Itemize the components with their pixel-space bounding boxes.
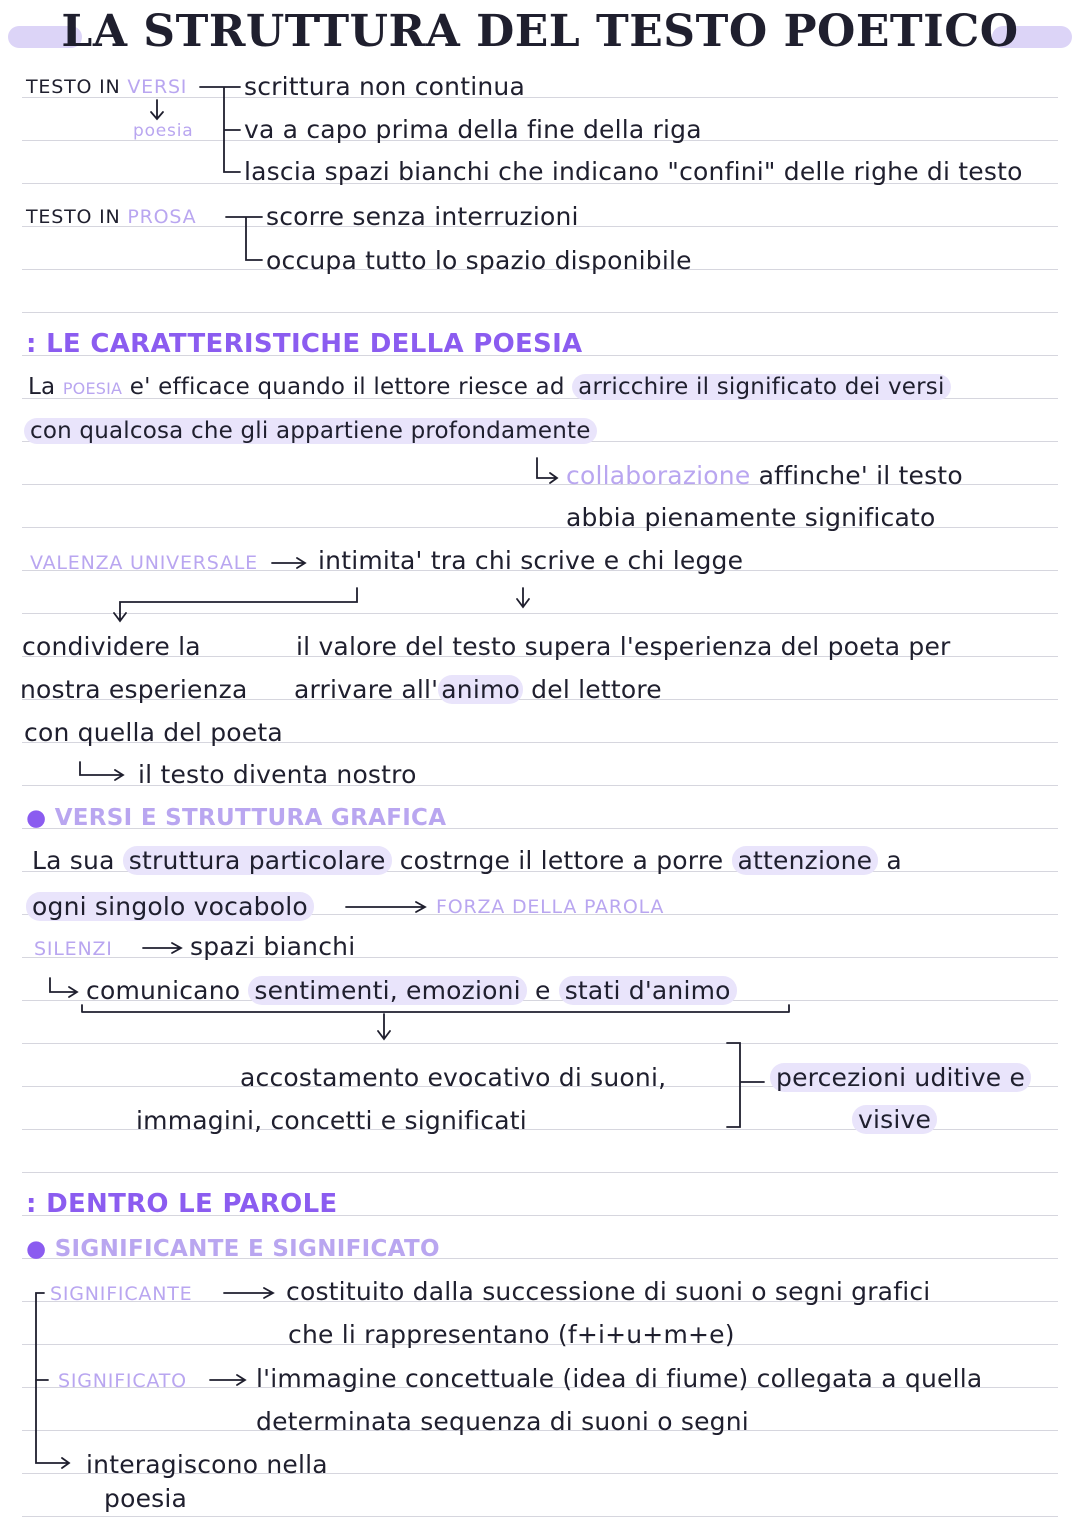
prosa-item: occupa tutto lo spazio disponibile <box>266 246 692 275</box>
valenza-label: VALENZA UNIVERSALE <box>30 552 258 574</box>
accostamento-line-2: immagini, concetti e significati <box>136 1106 527 1135</box>
text: affinche' il testo <box>758 461 963 490</box>
left-column-line: condividere la <box>22 632 201 661</box>
highlight: attenzione <box>732 846 879 875</box>
highlight: percezioni uditive e <box>770 1063 1031 1092</box>
interagiscono-line-2: poesia <box>104 1484 188 1513</box>
prosa-label-prefix: TESTO IN <box>26 206 121 228</box>
versi-poesia-note: poesia <box>133 121 194 141</box>
bullet: ● <box>26 1236 47 1262</box>
versi-label <box>26 78 187 97</box>
struttura-line-1 <box>32 848 902 873</box>
caratteristiche-line-2 <box>24 420 597 443</box>
versi-item: lascia spazi bianchi che indicano "confini" delle righe di testo <box>244 157 1023 186</box>
prosa-item: scorre senza interruzioni <box>266 202 579 231</box>
right-column-line-2 <box>294 677 662 702</box>
prosa-label-key: PROSA <box>127 206 197 228</box>
highlight: animo <box>438 675 523 704</box>
highlight: struttura particolare <box>123 846 392 875</box>
text: La <box>28 374 56 400</box>
text: e' efficace quando il lettore riesce ad <box>129 374 565 400</box>
text: e <box>534 976 551 1005</box>
highlight: visive <box>852 1105 937 1134</box>
highlight: con qualcosa che gli appartiene profondamente <box>24 418 597 444</box>
percezioni-line-2 <box>852 1107 937 1132</box>
right-column-line-1: il valore del testo supera l'esperienza del poeta per <box>296 632 951 661</box>
text: arrivare all' <box>294 675 439 704</box>
significato-line-1: l'immagine concettuale (idea di fiume) collegata a quella <box>256 1364 983 1393</box>
valenza-text: intimita' tra chi scrive e chi legge <box>318 546 744 575</box>
testo-nostro: il testo diventa nostro <box>138 760 417 789</box>
left-column-line: con quella del poeta <box>24 718 283 747</box>
text: comunicano <box>86 976 241 1005</box>
prosa-label <box>26 208 196 227</box>
accostamento-line-1: accostamento evocativo di suoni, <box>240 1063 667 1092</box>
highlight: sentimenti, emozioni <box>248 976 526 1005</box>
heading-text: LE CARATTERISTICHE DELLA POESIA <box>46 329 583 359</box>
section-heading-parole: : DENTRO LE PAROLE <box>26 1189 338 1219</box>
versi-label-prefix: TESTO IN <box>26 76 121 98</box>
left-column-line: nostra esperienza <box>20 675 248 704</box>
interagiscono-line-1: interagiscono nella <box>86 1450 328 1479</box>
highlight: arricchire il significato dei versi <box>572 374 950 400</box>
silenzi-text: spazi bianchi <box>190 932 356 961</box>
bullet: ● <box>26 805 47 831</box>
significato-label: SIGNIFICATO <box>58 1370 187 1392</box>
keyword: collaborazione <box>566 461 751 490</box>
significato-line-2: determinata sequenza di suoni o segni <box>256 1407 749 1436</box>
collaborazione-line-2: abbia pienamente significato <box>566 503 936 532</box>
text: a <box>886 846 902 875</box>
text: La sua <box>32 846 115 875</box>
significante-line-1: costituito dalla successione di suoni o segni grafici <box>286 1277 931 1306</box>
section-heading-caratteristiche: : LE CARATTERISTICHE DELLA POESIA <box>26 329 583 359</box>
struttura-line-2 <box>26 894 314 919</box>
subheading-significante <box>26 1238 440 1261</box>
versi-label-key: VERSI <box>127 76 188 98</box>
percezioni-line-1 <box>770 1065 1031 1090</box>
comunicano-line <box>86 978 737 1003</box>
silenzi-label: SILENZI <box>34 938 113 960</box>
significante-line-2: che li rappresentano (f+i+u+m+e) <box>288 1320 735 1349</box>
versi-item: va a capo prima della fine della riga <box>244 115 702 144</box>
collaborazione-line <box>566 463 963 488</box>
versi-item: scrittura non continua <box>244 72 525 101</box>
highlight: ogni singolo vocabolo <box>26 892 314 921</box>
subheading-text: VERSI E STRUTTURA GRAFICA <box>54 805 447 831</box>
subheading-versi-struttura <box>26 807 446 830</box>
caratteristiche-line-1 <box>28 376 951 399</box>
text: del lettore <box>531 675 662 704</box>
significante-label: SIGNIFICANTE <box>50 1283 193 1305</box>
page-title: LA STRUTTURA DEL TESTO POETICO <box>61 6 1019 57</box>
forza-parola: FORZA DELLA PAROLA <box>436 896 665 918</box>
subheading-text: SIGNIFICANTE E SIGNIFICATO <box>54 1236 440 1262</box>
keyword: POESIA <box>62 379 123 398</box>
heading-text: DENTRO LE PAROLE <box>46 1189 338 1219</box>
highlight: stati d'animo <box>559 976 737 1005</box>
text: costrnge il lettore a porre <box>399 846 724 875</box>
